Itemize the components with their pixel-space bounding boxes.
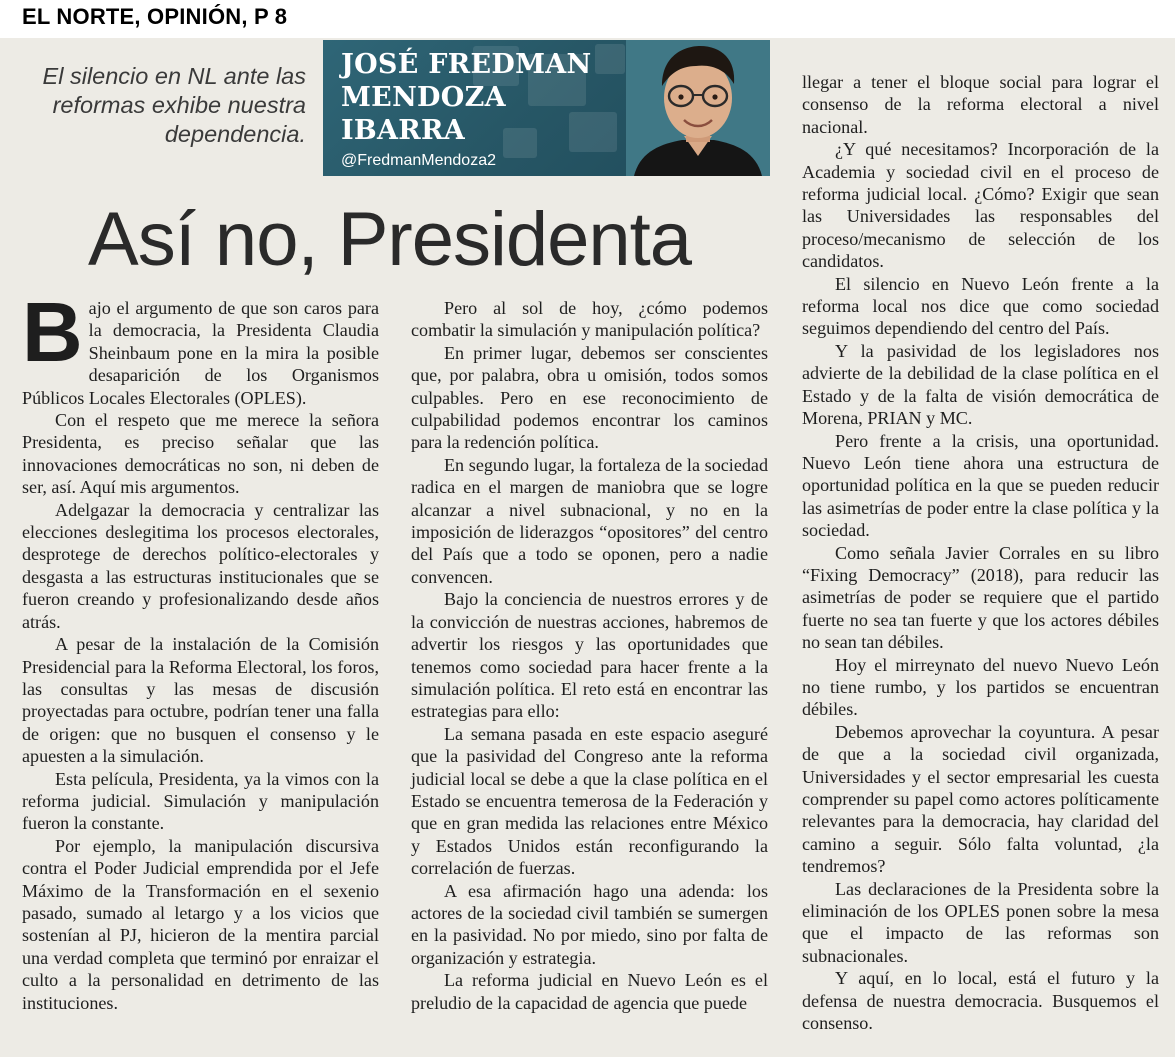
paragraph: El silencio en Nuevo León frente a la reforma local nos dice que como sociedad seguimos dependiendo del centro del País. [802,273,1159,339]
paragraph: Debemos aprovechar la coyuntura. A pesar de que a la sociedad civil organizada, Universidades y el sector empresarial les cuesta comprender su papel como actores políticamente relevantes para la democracia, hay claridad del camino a seguir. Sólo falta voluntad, ¿la tendremos? [802,721,1159,877]
author-portrait-icon [626,40,770,176]
paragraph: La semana pasada en este espacio aseguré que la pasividad del Congreso ante la reforma judicial local se debe a que la clase política en el Estado se encuentra temerosa de la Federación y que en gran medida las relaciones entre México y Estados Unidos están reconfigurando la correlación de fuerzas. [411,723,768,879]
paragraph: Con el respeto que me merece la señora Presidenta, es preciso señalar que las innovaciones democráticas no son, ni deben de ser, así. Aquí mis argumentos. [22,410,379,498]
paragraph: Pero al sol de hoy, ¿cómo podemos combatir la simulación y manipulación política? [411,298,768,341]
paragraph: Bajo la conciencia de nuestros errores y de la convicción de nuestras acciones, habremos de advertir los riesgos y las oportunidades que tenemos como sociedad para hacer frente a la simulación política. El reto está en encontrar las estrategias para ello: [411,589,768,722]
paragraph: En segundo lugar, la fortaleza de la sociedad radica en el margen de maniobra que se logre alcanzar a nivel subnacional, y no en la imposición de liderazgos “opositores” del centro del País que a todo se oponen, pero a nadie convencen. [411,454,768,587]
article-column-3 [802,71,1159,1034]
author-handle: @FredmanMendoza2 [341,152,496,169]
paragraph: En primer lugar, debemos ser conscientes que, por palabra, obra u omisión, todos somos culpables. Pero en ese reconocimiento de culpabilidad podemos encontrar los caminos para la redención política. [411,342,768,453]
paragraph: llegar a tener el bloque social para lograr el consenso de la reforma electoral a nivel nacional. [802,72,1159,137]
drop-cap: B [22,285,83,379]
paragraph: Adelgazar la democracia y centralizar las elecciones deslegitima los procesos electorales, desprotege de derechos político-electorales y desgasta a las estructuras institucionales que se fueron creando y profesionalizando desde años atrás. [22,499,379,632]
pull-quote: El silencio en NL ante las reformas exhibe nuestra dependencia. [42,63,306,147]
paragraph: Hoy el mirreynato del nuevo Nuevo León no tiene rumbo, y los partidos se encuentran débiles. [802,654,1159,720]
article-column-1 [22,285,379,1014]
paragraph: A pesar de la instalación de la Comisión Presidencial para la Reforma Electoral, los foros, las consultas y las mesas de discusión proyectadas para octubre, podrían tener una falla de origen: que no busquen el consenso y le apuesten a la simulación. [22,634,379,767]
paragraph: ¿Y qué necesitamos? Incorporación de la Academia y sociedad civil en el proceso de reforma judicial local. ¿Cómo? Exigir que sean las Universidades las responsables del proceso/mecanismo de selección de los candidatos. [802,139,1159,272]
paragraph: Por ejemplo, la manipulación discursiva contra el Poder Judicial emprendida por el Jefe Máximo de la Transformación en el sexenio pasado, sumado al letargo y a los vicios que sostenían al PJ, hicieron de la mentira parcial una verdad completa que terminó por enraizar el culto a la personalidad en detrimento de las instituciones. [22,835,379,1013]
source-label: EL NORTE, OPINIÓN, P 8 [22,4,288,29]
paragraph: Pero frente a la crisis, una oportunidad. Nuevo León tiene ahora una estructura de oportunidad política en la que se pueden reducir las asimetrías de poder entre la clase política y la sociedad. [802,430,1159,541]
paragraph: Como señala Javier Corrales en su libro “Fixing Democracy” (2018), para reducir las asimetrías de poder se requiere que el partido fuerte no sea tan fuerte y que los actores débiles no sean tan débiles. [802,542,1159,653]
paragraph: La reforma judicial en Nuevo León es el preludio de la capacidad de agencia que puede [411,970,768,1013]
paragraph: Y aquí, en lo local, está el futuro y la defensa de nuestra democracia. Busquemos el consenso. [802,968,1159,1034]
author-banner [323,40,770,176]
author-name: JOSÉ FREDMAN MENDOZA IBARRA [341,49,592,146]
paragraph: Las declaraciones de la Presidenta sobre la eliminación de los OPLES ponen sobre la mesa que el impacto de las reformas son subnacionales. [802,878,1159,966]
article-headline: Así no, Presidenta [88,197,692,282]
paragraph: Bajo el argumento de que son caros para la democracia, la Presidenta Claudia Sheinbaum pone en la mira la posible desaparición de los Organismos Públicos Locales Electorales (OPLES). [22,285,379,408]
paragraph: Y la pasividad de los legisladores nos advierte de la debilidad de la clase política en el Estado y de la falta de visión democrática de Morena, PRIAN y MC. [802,340,1159,429]
paragraph: A esa afirmación hago una adenda: los actores de la sociedad civil también se sumergen en la pasividad. No por miedo, sino por falta de organización y estrategia. [411,880,768,968]
paragraph: Esta película, Presidenta, ya la vimos con la reforma judicial. Simulación y manipulación fueron la constante. [22,768,379,834]
article-column-2 [411,297,768,1014]
